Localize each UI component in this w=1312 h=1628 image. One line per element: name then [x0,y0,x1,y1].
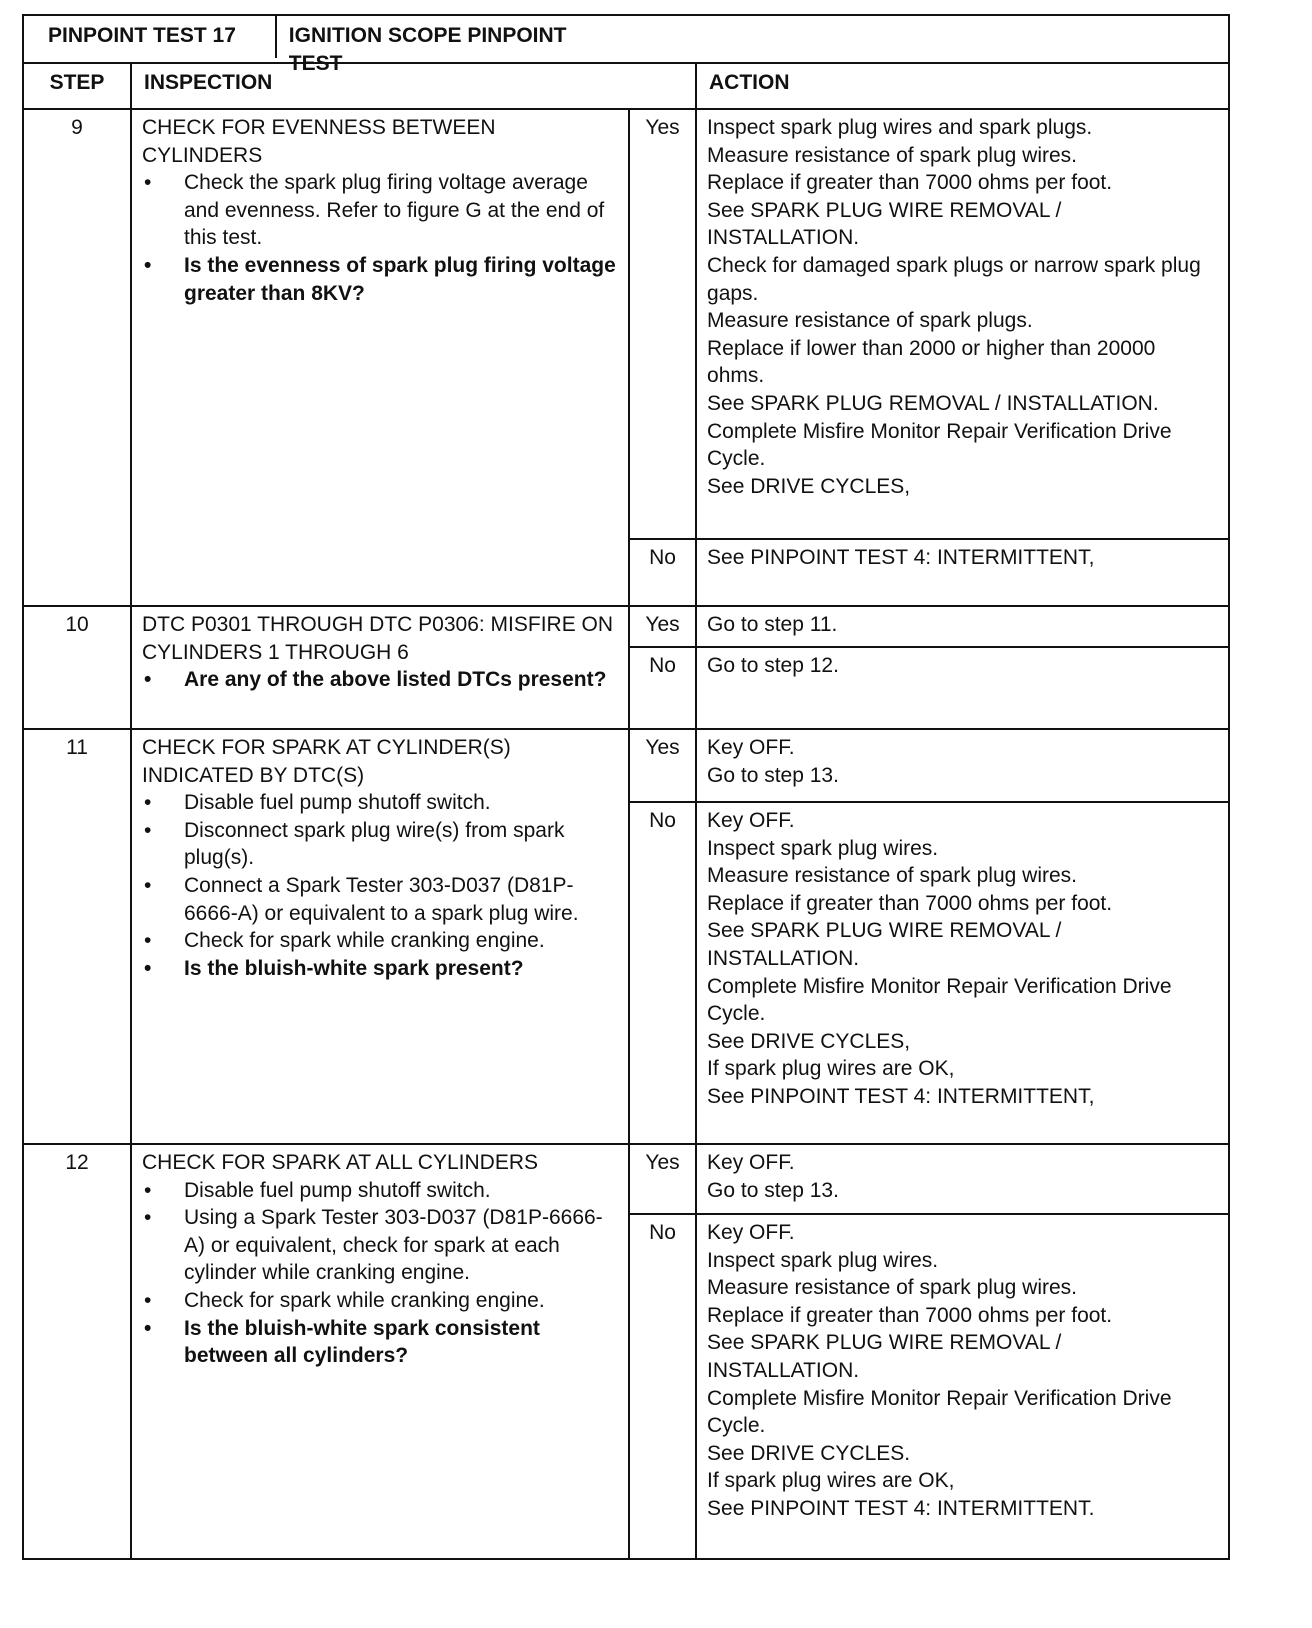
action-line: If spark plug wires are OK, [707,1469,955,1493]
test-number: PINPOINT TEST 17 [24,16,277,58]
action-line: Inspect spark plug wires. [707,1248,939,1272]
action-cell [696,109,1229,539]
inspection-cell [131,1144,629,1559]
action-line: Measure resistance of spark plug wires. [707,1276,1078,1300]
action-line: Key OFF. [707,736,795,759]
inspection-title: CHECK FOR SPARK AT CYLINDER(S) INDICATED BY DTC(S) [142,736,511,787]
action-cell [696,1214,1229,1559]
action-line: Measure resistance of spark plug wires. [707,864,1078,888]
inspection-bullet: • Using a Spark Tester 303-D037 (D81P-6666-A) or equivalent, check for spark at each cylinder while cranking engine. [142,1204,618,1287]
action-line: Go to step 13. [707,763,839,787]
action-line: Go to step 11. [707,613,838,636]
outcome-label-yes: Yes [629,729,696,802]
action-line: See SPARK PLUG WIRE REMOVAL / INSTALLATION. [707,1331,1062,1382]
inspection-cell [131,606,629,729]
step-number: 10 [23,606,131,729]
inspection-cell [131,109,629,606]
action-line: Go to step 12. [707,654,839,677]
action-line: Replace if lower than 2000 or higher than 20000 ohms. [707,336,1156,388]
step-number: 12 [23,1144,131,1559]
inspection-bullet: • Is the evenness of spark plug firing voltage greater than 8KV? [142,252,618,307]
action-line: See PINPOINT TEST 4: INTERMITTENT, [707,1084,1095,1108]
action-cell [696,606,1229,647]
column-header-row [23,63,1229,109]
action-line: If spark plug wires are OK, [707,1057,955,1081]
step-number: 9 [23,109,131,606]
action-line: Key OFF. [707,809,795,832]
table-row [23,109,1229,539]
column-header-step: STEP [23,63,131,109]
action-line: Replace if greater than 7000 ohms per foot. [707,1303,1113,1327]
action-line: Check for damaged spark plugs or narrow spark plug gaps. [707,253,1201,305]
outcome-label-yes: Yes [629,1144,696,1214]
action-line: Complete Misfire Monitor Repair Verification Drive Cycle. [707,974,1172,1026]
outcome-label-no: No [629,647,696,729]
inspection-title: CHECK FOR SPARK AT ALL CYLINDERS [142,1151,539,1174]
outcome-label-no: No [629,1214,696,1559]
table-row [23,606,1229,647]
action-line: Replace if greater than 7000 ohms per foot. [707,891,1113,915]
action-cell [696,802,1229,1144]
action-line: See SPARK PLUG WIRE REMOVAL / INSTALLATION. [707,919,1062,970]
title-row [23,15,1229,63]
action-cell [696,729,1229,802]
inspection-bullets [142,789,618,982]
inspection-bullet: • Disconnect spark plug wire(s) from spark plug(s). [142,817,618,872]
action-cell [696,539,1229,606]
inspection-bullet: • Are any of the above listed DTCs present? [142,666,618,694]
action-line: Replace if greater than 7000 ohms per foot. [707,171,1113,195]
test-name: IGNITION SCOPE PINPOINT TEST [288,24,567,75]
inspection-bullet: • Connect a Spark Tester 303-D037 (D81P-6666-A) or equivalent to a spark plug wire. [142,872,618,927]
action-line: See SPARK PLUG REMOVAL / INSTALLATION. [707,391,1159,415]
inspection-title: CHECK FOR EVENNESS BETWEEN CYLINDERS [142,116,496,167]
action-line: Go to step 13. [707,1178,839,1202]
action-line: Measure resistance of spark plugs. [707,309,1033,333]
action-line: See SPARK PLUG WIRE REMOVAL / INSTALLATION. [707,198,1062,250]
action-line: Inspect spark plug wires. [707,836,939,860]
action-line: See PINPOINT TEST 4: INTERMITTENT, [707,546,1095,569]
inspection-bullets [142,1177,618,1370]
action-line: See DRIVE CYCLES, [707,1029,911,1053]
action-line: Complete Misfire Monitor Repair Verification Drive Cycle. [707,1386,1172,1438]
action-line: Complete Misfire Monitor Repair Verification Drive Cycle. [707,419,1172,471]
inspection-bullet: • Is the bluish-white spark consistent between all cylinders? [142,1315,618,1370]
action-line: See DRIVE CYCLES. [707,1441,911,1465]
action-cell [696,1144,1229,1214]
column-header-inspection: INSPECTION [131,63,696,109]
inspection-bullet: • Check for spark while cranking engine. [142,1287,618,1315]
action-line: Inspect spark plug wires and spark plugs. [707,116,1093,139]
inspection-bullet: • Check the spark plug firing voltage average and evenness. Refer to figure G at the end of this test. [142,169,618,252]
action-line: Key OFF. [707,1151,795,1174]
table-row [23,729,1229,802]
outcome-label-no: No [629,539,696,606]
action-line: Key OFF. [707,1221,795,1244]
action-cell [696,647,1229,729]
pinpoint-test-document [22,14,1228,1560]
table-row [23,1144,1229,1214]
action-line: Measure resistance of spark plug wires. [707,143,1078,167]
action-line: See DRIVE CYCLES, [707,474,911,498]
inspection-bullets [142,666,618,694]
step-number: 11 [23,729,131,1144]
outcome-label-no: No [629,802,696,1144]
inspection-cell [131,729,629,1144]
column-header-action: ACTION [696,63,1229,109]
inspection-bullet: • Disable fuel pump shutoff switch. [142,789,618,817]
inspection-bullet: • Check for spark while cranking engine. [142,927,618,955]
pinpoint-test-table [22,14,1230,1560]
outcome-label-yes: Yes [629,109,696,539]
inspection-title: DTC P0301 THROUGH DTC P0306: MISFIRE ON CYLINDERS 1 THROUGH 6 [142,613,614,664]
inspection-bullet: • Disable fuel pump shutoff switch. [142,1177,618,1205]
inspection-bullets [142,169,618,307]
inspection-bullet: • Is the bluish-white spark present? [142,955,618,983]
test-title-cell [23,15,629,75]
action-line: See PINPOINT TEST 4: INTERMITTENT. [707,1496,1095,1520]
outcome-label-yes: Yes [629,606,696,647]
